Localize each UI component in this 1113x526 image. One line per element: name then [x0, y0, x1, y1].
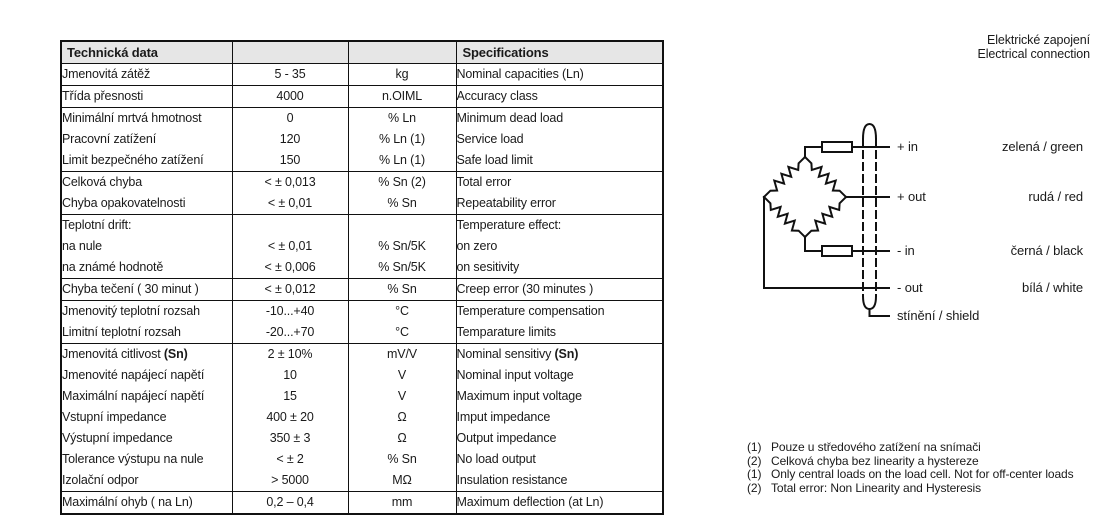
table-group [61, 108, 663, 172]
cell-english-label: Minimum dead load [456, 108, 663, 130]
cell-unit: Ω [348, 407, 456, 428]
table-group [61, 344, 663, 492]
bridge-resistor-bottom-right [805, 197, 846, 237]
cell-value: 10 [232, 365, 348, 386]
cell-czech-label: Jmenovitá zátěž [62, 67, 151, 82]
cell-value: < ± 0,01 [232, 236, 348, 257]
table-row [61, 64, 663, 86]
table-row [61, 279, 663, 301]
compensation-resistor-bottom [822, 246, 852, 256]
cell-unit: % Sn/5K [348, 257, 456, 279]
cell-unit: % Sn/5K [348, 236, 456, 257]
cell-english-label: Nominal capacities (Ln) [456, 64, 663, 86]
table-row [61, 386, 663, 407]
cell-czech-label: na známé hodnotě [62, 260, 164, 275]
cell-unit: % Sn [348, 193, 456, 215]
header-english: Specifications [456, 41, 663, 64]
cell-english-label: Output impedance [456, 428, 663, 449]
terminal-label-minus-in: - in [897, 243, 915, 258]
cell-unit: n.OIML [348, 86, 456, 108]
cell-unit: % Ln [348, 108, 456, 130]
cell-english-label: Maximum input voltage [456, 386, 663, 407]
cell-value: > 5000 [232, 470, 348, 492]
cell-value: < ± 0,013 [232, 172, 348, 194]
table-row [61, 86, 663, 108]
table-header-row [61, 41, 663, 64]
cell-czech-label: Třída přesnosti [62, 89, 144, 104]
table-row [61, 407, 663, 428]
table-row [61, 365, 663, 386]
cell-unit: mm [348, 492, 456, 515]
diagram-title-english: Electrical connection [977, 46, 1090, 61]
table-row [61, 236, 663, 257]
header-unit [348, 41, 456, 64]
cell-value: 4000 [232, 86, 348, 108]
table-group [61, 279, 663, 301]
footnote-1 [747, 441, 1092, 455]
bridge-resistor-left-bottom [764, 197, 805, 237]
cell-value: 150 [232, 150, 348, 172]
cell-value: 0 [232, 108, 348, 130]
table-row [61, 492, 663, 515]
footnote-ref: (1) [747, 467, 762, 481]
shield-tail-wire [870, 309, 890, 316]
cell-czech-label: Minimální mrtvá hmotnost [62, 111, 202, 126]
cell-czech-label: Celková chyba [62, 175, 143, 190]
cell-unit: °C [348, 301, 456, 323]
table-row [61, 172, 663, 194]
cell-czech-label: Jmenovitá citlivost (Sn) [62, 347, 188, 362]
terminal-label-plus-in: + in [897, 139, 918, 154]
table-row [61, 257, 663, 279]
table-group [61, 492, 663, 515]
wire-color-black: černá / black [1010, 243, 1083, 258]
cell-czech-label: na nule [62, 239, 102, 254]
table-row [61, 344, 663, 366]
cell-value: 350 ± 3 [232, 428, 348, 449]
footnote-4 [747, 482, 1092, 496]
footnote-text: Pouze u středového zatížení na snímači [771, 440, 981, 454]
header-value [232, 41, 348, 64]
wire-plus-in [805, 147, 822, 157]
table-row [61, 449, 663, 470]
spec-table [60, 40, 664, 515]
cell-czech-label: Jmenovité napájecí napětí [62, 368, 205, 383]
cell-unit: % Ln (1) [348, 150, 456, 172]
cell-czech-label: Izolační odpor [62, 473, 139, 488]
table-group [61, 301, 663, 344]
cell-value: 2 ± 10% [232, 344, 348, 366]
cell-value: -10...+40 [232, 301, 348, 323]
wire-color-green: zelená / green [1002, 139, 1083, 154]
footnote-ref: (2) [747, 453, 762, 468]
cell-english-label: No load output [456, 449, 663, 470]
table-row [61, 322, 663, 344]
cell-english-label: Temperature effect: [456, 215, 663, 237]
bridge-resistor-left-top [764, 157, 805, 197]
cell-english-label: on sesitivity [456, 257, 663, 279]
cell-english-label: Insulation resistance [456, 470, 663, 492]
cell-english-label: Temperature compensation [456, 301, 663, 323]
cell-english-label: Accuracy class [456, 86, 663, 108]
cell-english-label: Temparature limits [456, 322, 663, 344]
cell-czech-label: Chyba opakovatelnosti [62, 196, 186, 211]
cell-unit: V [348, 365, 456, 386]
cell-value [232, 215, 348, 237]
compensation-resistor-top [822, 142, 852, 152]
table-row [61, 150, 663, 172]
wire-color-red: rudá / red [1028, 189, 1083, 204]
cell-czech-label: Pracovní zatížení [62, 132, 157, 147]
cell-czech-label: Maximální ohyb ( na Ln) [62, 495, 193, 510]
cable-shield-top-cap [863, 124, 876, 139]
table-row [61, 301, 663, 323]
footnote-text: Celková chyba bez linearity a hystereze [771, 453, 979, 468]
diagram-title [977, 34, 1090, 61]
footnotes [747, 441, 1092, 495]
table-group [61, 64, 663, 86]
terminal-label-plus-out: + out [897, 189, 926, 204]
cell-value: 120 [232, 129, 348, 150]
cell-value: 400 ± 20 [232, 407, 348, 428]
cell-english-label: Total error [456, 172, 663, 194]
cell-czech-label: Výstupní impedance [62, 431, 173, 446]
table-row [61, 108, 663, 130]
footnote-3 [747, 468, 1092, 482]
bridge-resistor-top-right [805, 157, 846, 197]
wire-color-white: bílá / white [1022, 280, 1083, 295]
cell-english-label: Nominal input voltage [456, 365, 663, 386]
cell-value: 0,2 – 0,4 [232, 492, 348, 515]
technical-data-table [60, 40, 664, 515]
wire-minus-out [764, 197, 889, 288]
cell-unit: Ω [348, 428, 456, 449]
table-row [61, 428, 663, 449]
table-group [61, 172, 663, 215]
footnote-text: Total error: Non Linearity and Hysteresis [771, 480, 981, 495]
cell-unit: °C [348, 322, 456, 344]
cell-value: < ± 2 [232, 449, 348, 470]
footnote-ref: (2) [747, 480, 762, 495]
cell-czech-label: Chyba tečení ( 30 minut ) [62, 282, 199, 297]
shield-label: stínění / shield [897, 308, 980, 323]
cell-english-label: Repeatability error [456, 193, 663, 215]
footnote-ref: (1) [747, 440, 762, 454]
diagram-title-czech: Elektrické zapojení [986, 33, 1090, 47]
cell-value: < ± 0,01 [232, 193, 348, 215]
cell-value: < ± 0,006 [232, 257, 348, 279]
cable-shield-bottom-cap [863, 296, 876, 309]
cell-english-label: Imput impedance [456, 407, 663, 428]
cell-unit: % Sn (2) [348, 172, 456, 194]
cell-unit: mV/V [348, 344, 456, 366]
cell-czech-label: Teplotní drift: [62, 218, 132, 233]
cell-czech-label: Limitní teplotní rozsah [62, 325, 181, 340]
cell-unit: MΩ [348, 470, 456, 492]
cell-unit: % Sn [348, 279, 456, 301]
cell-czech-label: Maximální napájecí napětí [62, 389, 205, 404]
cell-english-label: Safe load limit [456, 150, 663, 172]
wire-minus-in [805, 237, 822, 251]
table-group [61, 215, 663, 279]
cell-value: -20...+70 [232, 322, 348, 344]
cell-english-label: Maximum deflection (at Ln) [456, 492, 663, 515]
footnote-text: Only central loads on the load cell. Not for off-center loads [771, 467, 1074, 481]
cell-value: 5 - 35 [232, 64, 348, 86]
table-row [61, 215, 663, 237]
footnote-2 [747, 455, 1092, 469]
table-row [61, 129, 663, 150]
header-czech: Technická data [61, 41, 232, 64]
cell-czech-label: Limit bezpečného zatížení [62, 153, 204, 168]
cell-english-label: Nominal sensitivy (Sn) [456, 344, 663, 366]
terminal-label-minus-out: - out [897, 280, 923, 295]
cell-unit: % Ln (1) [348, 129, 456, 150]
cell-english-label: on zero [456, 236, 663, 257]
cell-czech-label: Tolerance výstupu na nule [62, 452, 204, 467]
cell-english-label: Creep error (30 minutes ) [456, 279, 663, 301]
cell-english-label: Service load [456, 129, 663, 150]
cell-value: < ± 0,012 [232, 279, 348, 301]
table-group [61, 86, 663, 108]
cell-unit [348, 215, 456, 237]
cell-unit: V [348, 386, 456, 407]
cell-unit: kg [348, 64, 456, 86]
cell-value: 15 [232, 386, 348, 407]
cell-czech-label: Vstupní impedance [62, 410, 167, 425]
table-row [61, 470, 663, 492]
table-row [61, 193, 663, 215]
cell-czech-label: Jmenovitý teplotní rozsah [62, 304, 200, 319]
cell-unit: % Sn [348, 449, 456, 470]
